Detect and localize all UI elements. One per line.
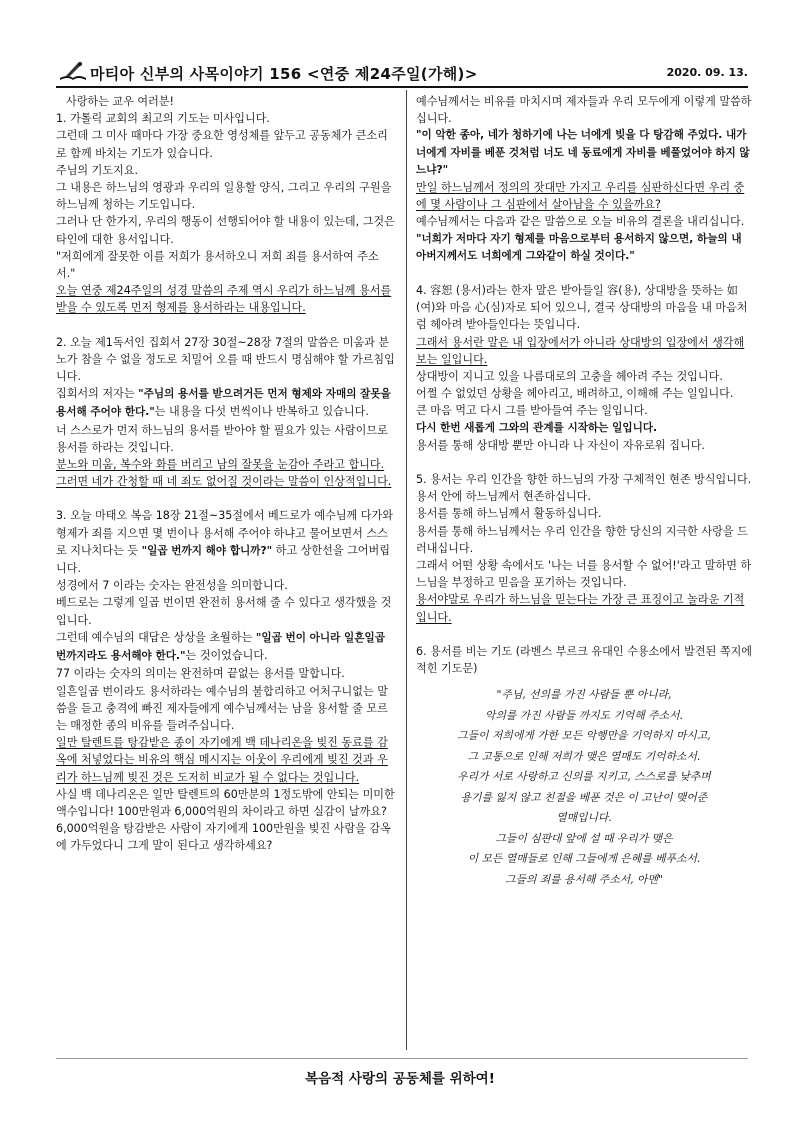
s2-p3: 너 스스로가 먼저 하느님의 용서를 받아야 할 필요가 있는 사람이므로 용서를 하라는 것입니다.: [56, 423, 388, 454]
s3-p8: 사실 백 데나리온은 일만 탈렌트의 60만분의 1정도밖에 안되는 미미한 액수입니다! 100만원과 6,000억원의 차이라고 하면 실감이 날까요?: [56, 787, 395, 818]
s2-p4: 분노와 미움, 복수와 화를 버리고 남의 잘못을 눈감아 주라고 합니다. 그러면 네가 간청할 때 네 죄도 없어질 것이라는 말씀이 인상적입니다.: [56, 458, 392, 489]
s1-p7: 오늘 연중 제24주일의 성경 말씀의 주제 역시 우리가 하느님께 용서를 받을 수 있도록 먼저 형제를 용서하라는 내용입니다.: [56, 284, 392, 315]
s3-p4a: 그런데 예수님의 대답은 상상을 초월하는: [56, 630, 256, 644]
s2-p2b-quote: "주님의 용서를 받으려거든 먼저 형제와 자매의 잘못을 용서해 주어야 한다.": [56, 388, 391, 419]
s3c-p1: 예수님께서는 비유를 마치시며 제자들과 우리 모두에게 이렇게 말씀하십니다.: [416, 95, 752, 126]
s3-p1b-quote: "일곱 번까지 해야 합니까?": [141, 544, 273, 557]
s6-p1: 6. 용서를 비는 기도 (라벤스 부르크 유대인 수용소에서 발견된 쪽지에 적힌 기도문): [416, 644, 752, 676]
s1-p1: 1. 가톨릭 교회의 최고의 기도는 미사입니다.: [56, 112, 270, 126]
right-column: [416, 93, 752, 890]
header-rule: [56, 86, 748, 88]
s3-p1a: 3. 오늘 마태오 복음 18장 21절~35절에서 베드로가 예수님께 다가와 형제가 죄를 지으면 몇 번이나 용서해 주어야 하냐고 물어보면서 스스로 지나치다는 듯: [56, 509, 393, 557]
s3-p5: 77 이라는 숫자의 의미는 완전하며 끝없는 용서를 말합니다.: [56, 667, 345, 681]
s4-p2: 그래서 용서란 말은 내 입장에서가 아니라 상대방의 입장에서 생각해 보는 일입니다.: [416, 335, 745, 366]
prayer-line: 그들의 죄를 용서해 주소서, 아멘": [505, 872, 663, 886]
s4-p3: 상대방이 지니고 있을 나름대로의 고충을 헤아려 주는 것입니다.: [416, 370, 723, 384]
s5-p5: 그래서 어떤 상황 속에서도 '나는 너를 용서할 수 없어!'라고 말하면 하느님을 부정하고 믿음을 포기하는 것입니다.: [416, 559, 752, 590]
s3-p3: 베드로는 그렇게 일곱 번이면 완전히 용서해 줄 수 있다고 생각했을 것입니다.: [56, 596, 392, 627]
s1-p3: 주님의 기도지요.: [56, 163, 139, 177]
s3-p6: 일흔일곱 번이라도 용서하라는 예수님의 불합리하고 어처구니없는 말씀을 듣고 충격에 빠진 제자들에게 예수님께서는 남을 용서할 줄 모르는 매정한 종의 비유를 들려주십니다.: [56, 684, 388, 732]
column-divider: [406, 90, 407, 1050]
s2-p2: [56, 385, 396, 421]
s5-p1: 5. 용서는 우리 인간을 향한 하느님의 가장 구체적인 현존 방식입니다.: [416, 473, 752, 487]
prayer-line: 용기를 잃지 않고 친절을 베푼 것은 이 고난이 맺어준: [460, 790, 708, 804]
s1-p2: 그런데 그 미사 때마다 가장 중요한 영성체를 앞두고 공동체가 큰소리로 함께 바치는 기도가 있습니다.: [56, 129, 388, 160]
s2-p2c: 는 내용을 다섯 번씩이나 반복하고 있습니다.: [154, 405, 369, 419]
s4-p5: 큰 마음 먹고 다시 그를 받아들여 주는 일입니다.: [416, 404, 648, 418]
s5-p3: 용서를 통해 하느님께서 활동하십니다.: [416, 507, 602, 521]
s3-p1c: 하고 상한선을 그어버립니다.: [56, 543, 390, 576]
prayer-line: 그 고통으로 인해 저희가 맺은 열매도 기억하소서.: [467, 749, 701, 763]
page-header: [58, 60, 748, 86]
s3c-p3: 만일 하느님께서 정의의 잣대만 가지고 우리를 심판하신다면 우리 중에 몇 사람이나 그 심판에서 살아남을 수 있을까요?: [416, 181, 745, 212]
footer-motto: 복음적 사랑의 공동체를 위하여!: [305, 1071, 495, 1087]
s3-p4c: 는 것이었습니다.: [185, 649, 268, 663]
s4-p4: 어쩔 수 없었던 상황을 헤아리고, 배려하고, 이해해 주는 일입니다.: [416, 387, 734, 401]
prayer-line: 악의를 가진 사람들 까지도 기억해 주소서.: [485, 708, 683, 722]
footer-rule: [56, 1058, 748, 1059]
s5-p4: 용서를 통해 하느님께서는 우리 인간을 향한 당신의 지극한 사랑을 드러내십니다.: [416, 524, 748, 555]
s3-p1: [56, 507, 396, 577]
left-column: [56, 93, 396, 855]
page-title: 마티아 신부의 사목이야기 156 <연중 제24주일(가해)>: [90, 65, 478, 83]
s3c-p2-quote: "이 악한 종아, 네가 청하기에 나는 너에게 빚을 다 탕감해 주었다. 내가 너에게 자비를 베푼 것처럼 너도 네 동료에게 자비를 베풀었어야 하지 않느냐?": [416, 129, 750, 176]
s4-p7: 용서를 통해 상대방 뿐만 아니라 나 자신이 자유로워 집니다.: [416, 438, 705, 452]
issue-date: 2020. 09. 13.: [666, 66, 748, 79]
s3-p9: 6,000억원을 탕감받은 사람이 자기에게 100만원을 빚진 사람을 감옥에 가두었다니 그게 말이 된다고 생각하세요?: [56, 822, 391, 853]
quill-book-icon: [58, 60, 88, 82]
prayer-line: 이 모든 열매들로 인해 그들에게 은혜를 베푸소서.: [467, 852, 701, 866]
s3c-p4: 예수님께서는 다음과 같은 말씀으로 오늘 비유의 결론을 내리십니다.: [416, 215, 745, 229]
greeting: 사랑하는 교우 여러분!: [66, 95, 174, 108]
s3-p4b-quote: "일곱 번이 아니라 일흔일곱 번까지라도 용서해야 한다.": [56, 631, 385, 663]
s4-p1: 4. 容恕 (용서)라는 한자 말은 받아들일 容(용), 상대방을 뜻하는 如(여)와 마음 心(심)자로 되어 있으니, 결국 상대방의 마음을 내 마음처럼 헤아려 받아들인다는 뜻입니다.: [416, 284, 748, 332]
prayer-text: [416, 685, 752, 890]
s1-p4: 그 내용은 하느님의 영광과 우리의 일용할 양식, 그리고 우리의 구원을 하느님께 청하는 기도입니다.: [56, 181, 392, 212]
prayer-line: 우리가 서로 사랑하고 신의를 지키고, 스스로를 낮추며: [457, 770, 711, 784]
s2-p1: 2. 오늘 제1독서인 집회서 27장 30절~28장 7절의 말씀은 미움과 분노가 참을 수 없을 정도로 치밀어 오를 때 반드시 명심해야 할 가르침입니다.: [56, 335, 395, 384]
prayer-line: 그들이 저희에게 가한 모든 악행만을 기억하지 마시고,: [457, 729, 711, 743]
s2-p2a: 집회서의 저자는: [56, 387, 139, 401]
s1-p5: 그러나 단 한가지, 우리의 행동이 선행되어야 할 내용이 있는데, 그것은 타인에 대한 용서입니다.: [56, 215, 395, 246]
s5-p2: 용서 안에 하느님께서 현존하십니다.: [416, 490, 591, 504]
s3-p4: [56, 629, 396, 665]
s3-p7: 일만 탈렌트를 탕감받은 종이 자기에게 백 데나리온을 빚진 동료를 감옥에 처넣었다는 비유의 핵심 메시지는 이웃이 우리에게 빚진 것과 우리가 하느님께 빚진 것은 도저히 비교가 될 수 없다는 것입니다.: [56, 736, 388, 784]
s3-p2: 성경에서 7 이라는 숫자는 완전성을 의미합니다.: [56, 579, 288, 593]
prayer-line: 열매입니다.: [556, 811, 612, 825]
prayer-line: "주님, 선의를 가진 사람들 뿐 아니라,: [496, 688, 672, 702]
prayer-line: 그들이 심판대 앞에 설 때 우리가 맺은: [495, 831, 673, 845]
s5-p6: 용서야말로 우리가 하느님을 믿는다는 가장 큰 표징이고 놀라운 기적입니다.: [416, 593, 745, 624]
s3c-p5-quote: "너희가 저마다 자기 형제를 마음으로부터 용서하지 않으면, 하늘의 내 아버지께서도 너희에게 그와같이 하실 것이다.": [416, 232, 742, 262]
s1-p6: "저희에게 잘못한 이를 저희가 용서하오니 저희 죄를 용서하여 주소서.": [56, 249, 379, 281]
s4-p6: 다시 한번 새롭게 그와의 관계를 시작하는 일입니다.: [416, 421, 658, 434]
